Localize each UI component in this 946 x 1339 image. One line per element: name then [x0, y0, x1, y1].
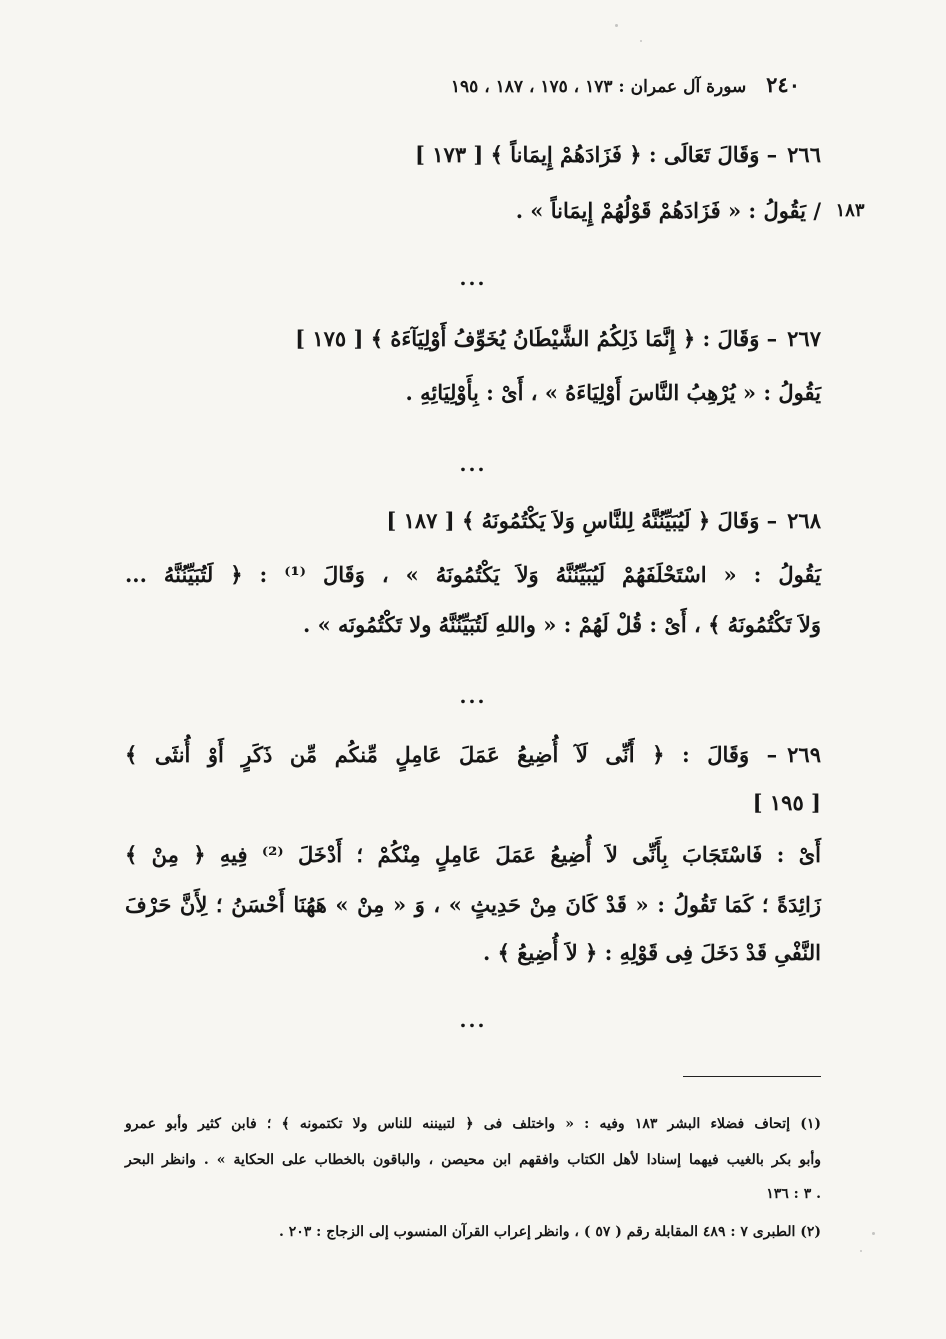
entry-266-line-1	[415, 142, 821, 167]
entry-text: – وَقَالَ تَعَالَى : ﴿ فَزَادَهُمْ إِيمَاناً ﴾ [ ١٧٣ ]	[415, 142, 778, 167]
footnote-1-line-2: وأبو بكر بالغيب فيهما إسنادا لأهل الكتاب وافقهم ابن محيصن ، والباقون بالخطاب على الحكاية » . وانظر البحر	[125, 1152, 821, 1168]
entry-267-line-1	[295, 326, 821, 351]
footnote-2: (٢) الطبرى ٧ : ٤٨٩ المقابلة رقم ( ٥٧ ) ، وانظر إعراب القرآن المنسوب إلى الزجاج : ٢٠٣ .	[279, 1224, 821, 1240]
entry-269-line-2: [ ١٩٥ ]	[752, 790, 821, 815]
entry-text: – وَقَالَ : ﴿ إِنَّمَا ذَلِكُمُ الشَّيْطَانُ يُخَوِّفُ أَوْلِيَآءَهُ ﴾ [ ١٧٥ ]	[295, 326, 778, 351]
scan-speck	[872, 1232, 875, 1235]
entry-268-line-2: يَقُولُ : « اسْتَحْلَفَهُمْ لَيُبَيِّنُنَّهُ وَلاَ يَكْتُمُونَهُ » ، وَقَالَ ⁽¹⁾ : ﴿ لَتُبَيِّنُنَّهُ ...	[125, 562, 821, 587]
running-header	[300, 72, 800, 97]
page-number: ٢٤٠	[766, 72, 800, 97]
entry-268-line-3: وَلاَ تَكْتُمُونَهُ ﴾ ، أَىْ : قُلْ لَهُمْ : « واللهِ لَتُبَيِّنُنَّهُ ولا تَكْتُمُونَه » .	[303, 612, 821, 637]
footnote-divider	[683, 1076, 821, 1077]
entry-268-line-1	[386, 508, 821, 533]
footnote-1-line-1: (١) إتحاف فضلاء البشر ١٨٣ وفيه : « واختلف فى ﴿ لتبيننه للناس ولا تكتمونه ﴾ ؛ فابن كثير وأبو عمرو	[125, 1116, 821, 1132]
entry-269-line-4: زَائِدَةً ؛ كَمَا تَقُولُ : « قَدْ كَانَ مِنْ حَدِيثٍ » ، وَ « مِنْ » هَهُنَا أَحْسَنُ ؛ لِأَنَّ حَرْفَ	[125, 892, 821, 917]
footnote-1-line-3: ٣ : ١٣٦ .	[766, 1186, 821, 1202]
section-separator: ...	[459, 452, 487, 476]
entry-text: – وَقَالَ : ﴿ أَنِّى لَآ أُضِيعُ عَمَلَ عَامِلٍ مِّنكُم مِّن ذَكَرٍ أَوْ أُنثَى ﴾	[125, 742, 778, 767]
scan-speck	[640, 40, 642, 42]
margin-reference-number: ١٨٣	[835, 200, 865, 221]
entry-number: ٢٦٧	[787, 326, 821, 351]
entry-number: ٢٦٩	[787, 742, 821, 767]
entry-number: ٢٦٨	[787, 508, 821, 533]
entry-number: ٢٦٦	[787, 142, 821, 167]
entry-267-line-2: يَقُولُ : « يُرْهِبُ النَّاسَ أَوْلِيَاءَهُ » ، أَىْ : بِأَوْلِيَائِهِ .	[405, 380, 821, 405]
entry-266-line-2: / يَقُولُ : « فَزَادَهُمْ قَوْلُهُمْ إِيمَاناً » .	[515, 198, 821, 223]
entry-269-line-5: النَّفْىِ قَدْ دَخَلَ فِى قَوْلِهِ : ﴿ لاَ أُضِيعُ ﴾ .	[482, 940, 821, 965]
section-separator: ...	[459, 1008, 487, 1032]
entry-269-line-1	[125, 742, 821, 767]
entry-text: – وَقَالَ ﴿ لَيُبَيِّنُنَّهُ لِلنَّاسِ وَلاَ يَكْتُمُونَهُ ﴾ [ ١٨٧ ]	[386, 508, 778, 533]
entry-269-line-3: أَىْ : فَاسْتَجَابَ بِأَنِّى لاَ أُضِيعُ عَمَلَ عَامِلٍ مِنْكُمْ ؛ أَدْخَلَ ⁽²⁾ فِيهِ ﴿ مِنْ ﴾	[125, 842, 821, 867]
header-title: سورة آل عمران : ١٧٣ ، ١٧٥ ، ١٨٧ ، ١٩٥	[450, 77, 747, 97]
scan-speck	[615, 24, 618, 27]
section-separator: ...	[459, 266, 487, 290]
scan-speck	[860, 1250, 862, 1252]
section-separator: ...	[459, 684, 487, 708]
